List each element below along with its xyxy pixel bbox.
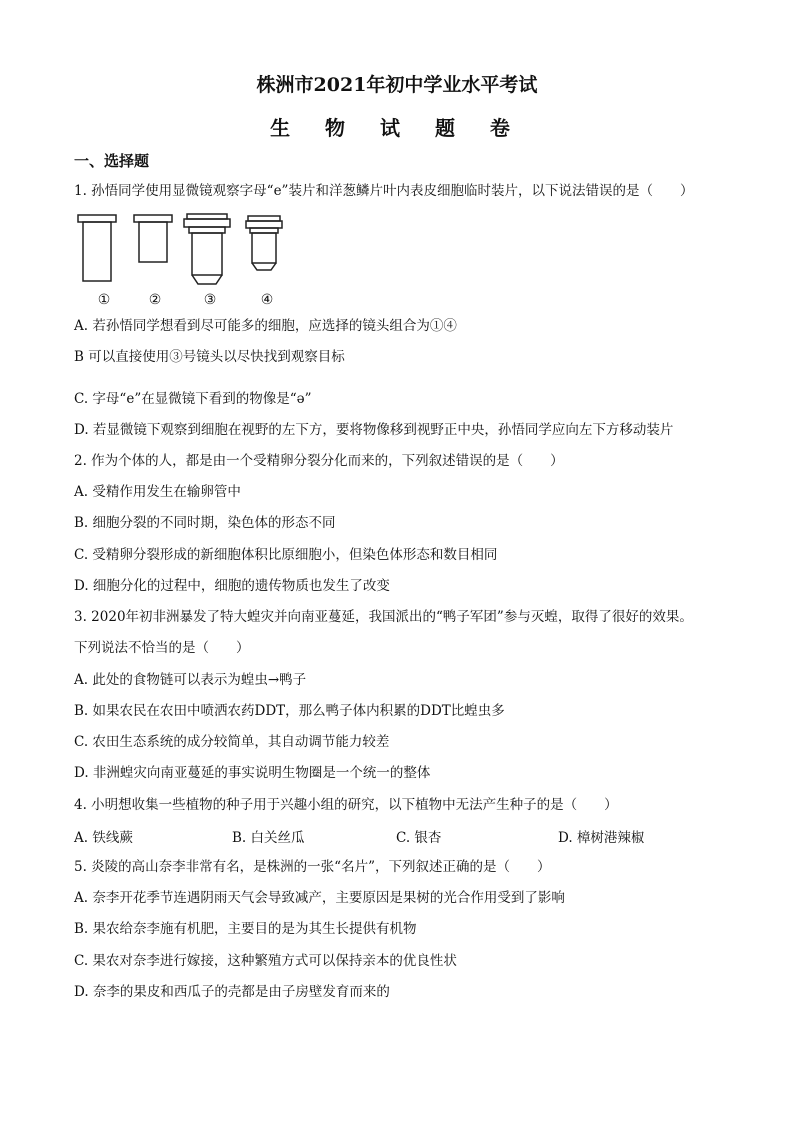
q5-stem: 5. 炎陵的高山奈李非常有名，是株洲的一张“名片”，下列叙述正确的是（ ） [74,859,551,875]
lens-label-3: ③ [203,292,217,308]
exam-title: 株洲市2021年初中学业水平考试 [256,74,538,96]
q2-option-d: D. 细胞分化的过程中，细胞的遗传物质也发生了改变 [74,578,390,594]
q2-option-a: A. 受精作用发生在输卵管中 [74,484,241,500]
q5-option-d: D. 奈李的果皮和西瓜子的壳都是由子房壁发育而来的 [74,984,390,1000]
lens-label-2: ② [148,292,162,308]
q3-option-a: A. 此处的食物链可以表示为蝗虫→鸭子 [74,672,307,688]
q5-option-b: B. 果农给奈李施有机肥，主要目的是为其生长提供有机物 [74,921,417,937]
q5-option-c: C. 果农对奈李进行嫁接，这种繁殖方式可以保持亲本的优良性状 [74,953,457,969]
microscope-lens-figure [74,212,304,292]
q1-option-c: C. 字母“e”在显微镜下看到的物像是“ə” [74,391,312,407]
q1-option-d: D. 若显微镜下观察到细胞在视野的左下方，要将物像移到视野正中央，孙悟同学应向左下方移动装片 [74,422,674,438]
q3-option-c: C. 农田生态系统的成分较简单，其自动调节能力较差 [74,734,390,750]
q3-stem-line1: 3. 2020年初非洲暴发了特大蝗灾并向南亚蔓延，我国派出的“鸭子军团”参与灭蝗，取得了很好的效果。 [74,609,693,625]
q1-stem: 1. 孙悟同学使用显微镜观察字母“e”装片和洋葱鳞片叶内表皮细胞临时装片，以下说法错误的是（ ） [74,183,694,199]
q4-option-a: A. 铁线蕨 [74,830,133,846]
q1-option-b: B 可以直接使用③号镜头以尽快找到观察目标 [74,349,345,365]
q1-option-a: A. 若孙悟同学想看到尽可能多的细胞，应选择的镜头组合为①④ [74,318,457,334]
section-title: 一、选择题 [74,152,150,170]
q4-stem: 4. 小明想收集一些植物的种子用于兴趣小组的研究，以下植物中无法产生种子的是（ ） [74,797,618,813]
lens-2-eyepiece-short-icon [134,215,172,262]
q2-stem: 2. 作为个体的人，都是由一个受精卵分裂分化而来的，下列叙述错误的是（ ） [74,453,564,469]
lens-label-4: ④ [260,292,274,308]
q3-option-b: B. 如果农民在农田中喷洒农药DDT，那么鸭子体内积累的DDT比蝗虫多 [74,703,505,719]
lens-drawing [74,212,304,292]
lens-1-eyepiece-long-icon [78,215,116,281]
q5-option-a: A. 奈李开花季节连遇阴雨天气会导致减产，主要原因是果树的光合作用受到了影响 [74,890,565,906]
lens-4-objective-short-icon [246,216,282,270]
q4-options [74,826,724,846]
q3-option-d: D. 非洲蝗灾向南亚蔓延的事实说明生物圈是一个统一的整体 [74,765,431,781]
q4-option-c: C. 银杏 [396,830,442,846]
q4-option-b: B. 白关丝瓜 [232,830,305,846]
q2-option-c: C. 受精卵分裂形成的新细胞体积比原细胞小，但染色体形态和数目相同 [74,547,498,563]
lens-3-objective-long-icon [184,214,230,284]
lens-label-1: ① [97,292,111,308]
q4-option-d: D. 樟树港辣椒 [558,830,645,846]
q3-stem-line2: 下列说法不恰当的是（ ） [74,640,250,656]
q2-option-b: B. 细胞分裂的不同时期，染色体的形态不同 [74,515,336,531]
exam-subtitle: 生 物 试 题 卷 [270,116,524,140]
